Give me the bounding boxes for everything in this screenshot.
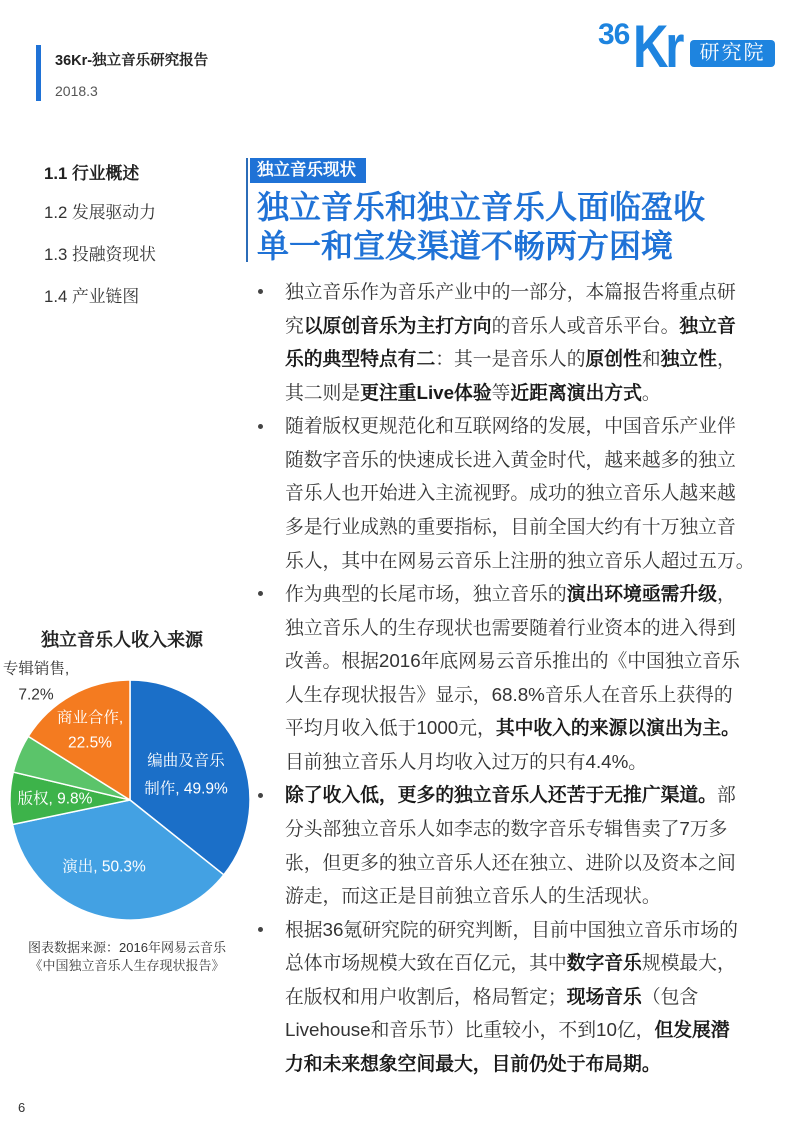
bullet-line	[285, 846, 766, 880]
body-text: 。	[641, 381, 661, 403]
emphasis-text: 演出环境亟需升级	[566, 583, 717, 605]
bullet-item	[256, 778, 766, 912]
body-text: 根据36氪研究院的研究判断，目前中国独立音乐市场的	[285, 918, 738, 940]
bullet-dot-icon	[258, 591, 263, 596]
bullet-line	[285, 510, 766, 544]
body-text: 在版权和用户收割后，格局暂定；	[285, 985, 567, 1007]
body-text: 部	[716, 784, 736, 806]
research-institute-logo	[596, 13, 778, 80]
pie-slice-label: 22.5%	[68, 734, 112, 752]
bullet-line	[285, 879, 766, 913]
bullet-line	[285, 778, 766, 812]
page-number: 6	[18, 1100, 26, 1115]
emphasis-text: 数字音乐	[566, 952, 642, 974]
chart-source-line: 图表数据来源：2016年网易云音乐	[28, 940, 226, 955]
pie-slice-label: 演出, 50.3%	[62, 858, 146, 876]
bullet-line	[285, 1047, 766, 1081]
body-text: 张，但更多的独立音乐人还在独立、进阶以及资本之间	[285, 851, 736, 873]
body-text: 究	[285, 314, 304, 336]
body-text: 随数字音乐的快速成长进入黄金时代，越来越多的独立	[285, 448, 736, 470]
emphasis-text: 更注重Live体验	[360, 381, 492, 403]
bullet-line	[285, 1013, 766, 1047]
body-text: 乐人，其中在网易云音乐上注册的独立音乐人超过五万。	[285, 549, 755, 571]
body-text: 分头部独立音乐人如李志的数字音乐专辑售卖了7万多	[285, 818, 728, 839]
report-date: 2018.3	[55, 83, 98, 99]
emphasis-text: 原创性	[585, 348, 642, 370]
bullet-item	[256, 577, 766, 778]
income-source-pie-chart	[0, 650, 255, 930]
body-text: 目前独立音乐人月均收入过万的只有4.4%。	[285, 750, 648, 772]
chart-source-line: 《中国独立音乐人生存现状报告》	[29, 958, 225, 973]
body-text: 人生存现状报告》显示，68.8%音乐人在音乐上获得的	[285, 683, 733, 705]
emphasis-text: 除了收入低，更多的独立音乐人还苦于无推广渠道。	[285, 784, 717, 806]
body-text: Livehouse和音乐节）比重较小，不到10亿，	[285, 1019, 655, 1041]
chart-title: 独立音乐人收入来源	[41, 630, 203, 650]
bullet-line	[285, 342, 766, 376]
logo-letters: Kr	[633, 13, 682, 80]
emphasis-text: 近距离演出方式	[510, 381, 642, 403]
body-text: 等	[491, 381, 511, 403]
nav-item-investment-status[interactable]: 1.3 投融资现状	[44, 245, 156, 264]
body-text: 独立音乐人的生存现状也需要随着行业资本的进入得到	[285, 616, 736, 638]
body-text: 改善。根据2016年底网易云音乐推出的《中国独立音乐	[285, 650, 740, 672]
body-text: ，	[716, 583, 736, 605]
bullet-item	[256, 409, 766, 577]
bullet-line	[285, 443, 766, 477]
nav-item-growth-drivers[interactable]: 1.2 发展驱动力	[44, 203, 156, 222]
bullet-line	[285, 644, 766, 678]
pie-slice-label: 商业合作,	[56, 709, 124, 727]
emphasis-text: 现场音乐	[566, 985, 642, 1007]
body-text: 规模最大，	[641, 952, 736, 974]
section-nav	[44, 0, 234, 320]
pie-slice-label: 版权, 9.8%	[17, 790, 93, 808]
bullet-list	[256, 275, 766, 1081]
bullet-line	[285, 711, 766, 745]
pie-slice-label: 制作, 49.9%	[144, 780, 228, 798]
body-text: 和	[641, 348, 661, 370]
body-text: 独立音乐作为音乐产业中的一部分，本篇报告将重点研	[285, 281, 736, 302]
logo-suffix-box: 研究院	[690, 40, 775, 67]
pie-slice-label: 专辑销售,	[2, 660, 70, 678]
bullet-item	[256, 913, 766, 1081]
section-title-line: 独立音乐和独立音乐人面临盈收	[257, 189, 706, 225]
title-left-rule	[246, 158, 248, 262]
pie-slice-label: 7.2%	[18, 686, 54, 704]
bullet-dot-icon	[258, 793, 263, 798]
body-text: ：其一是音乐人的	[435, 348, 586, 370]
bullet-line	[285, 980, 766, 1014]
section-title-line: 单一和宣发渠道不畅两方困境	[257, 228, 674, 264]
body-text: 随着版权更规范化和互联网络的发展，中国音乐产业伴	[285, 415, 736, 437]
body-text: 多是行业成熟的重要指标，目前全国大约有十万独立音	[285, 515, 736, 537]
bullet-line	[285, 275, 766, 309]
bullet-dot-icon	[258, 289, 263, 294]
body-text: 其二则是	[285, 381, 361, 403]
bullet-line	[285, 678, 766, 712]
emphasis-text: 但发展潜	[654, 1019, 730, 1041]
bullet-line	[285, 544, 766, 578]
bullet-line	[285, 913, 766, 947]
emphasis-text: 其中收入的来源以演出为主。	[495, 717, 740, 739]
emphasis-text: 以原创音乐为主打方向	[303, 314, 492, 336]
bullet-line	[285, 309, 766, 343]
bullet-line	[285, 577, 766, 611]
bullet-line	[285, 946, 766, 980]
body-text: 游走，而这正是目前独立音乐人的生活现状。	[285, 885, 661, 907]
report-title: 36Kr-独立音乐研究报告	[55, 53, 209, 69]
bullet-line	[285, 611, 766, 645]
body-text: ，	[716, 348, 736, 370]
nav-item-industry-chain[interactable]: 1.4 产业链图	[44, 287, 140, 306]
logo-number: 36	[598, 18, 630, 51]
chart-source	[0, 939, 254, 975]
header-accent-bar	[36, 45, 41, 101]
bullet-item	[256, 275, 766, 409]
body-text: （包含	[641, 985, 699, 1007]
nav-item-industry-overview[interactable]: 1.1 行业概述	[44, 164, 140, 183]
body-text: 音乐人也开始进入主流视野。成功的独立音乐人越来越	[285, 482, 736, 504]
bullet-dot-icon	[258, 424, 263, 429]
bullet-line	[285, 812, 766, 846]
bullet-line	[285, 476, 766, 510]
bullet-line	[285, 376, 766, 410]
bullet-dot-icon	[258, 927, 263, 932]
section-tag: 独立音乐现状	[250, 158, 366, 183]
bullet-line	[285, 409, 766, 443]
bullet-line	[285, 745, 766, 779]
body-text: 总体市场规模大致在百亿元，其中	[285, 952, 567, 974]
section-title	[257, 188, 705, 266]
emphasis-text: 力和未来想象空间最大，目前仍处于布局期。	[285, 1052, 661, 1074]
emphasis-text: 乐的典型特点有二	[285, 348, 436, 370]
body-text: 的音乐人或音乐平台。	[491, 314, 680, 336]
body-text: 作为典型的长尾市场，独立音乐的	[285, 583, 567, 605]
emphasis-text: 独立性	[660, 348, 717, 370]
pie-slice-label: 编曲及音乐	[147, 752, 225, 770]
body-text: 平均月收入低于1000元，	[285, 717, 496, 739]
emphasis-text: 独立音	[679, 314, 736, 336]
